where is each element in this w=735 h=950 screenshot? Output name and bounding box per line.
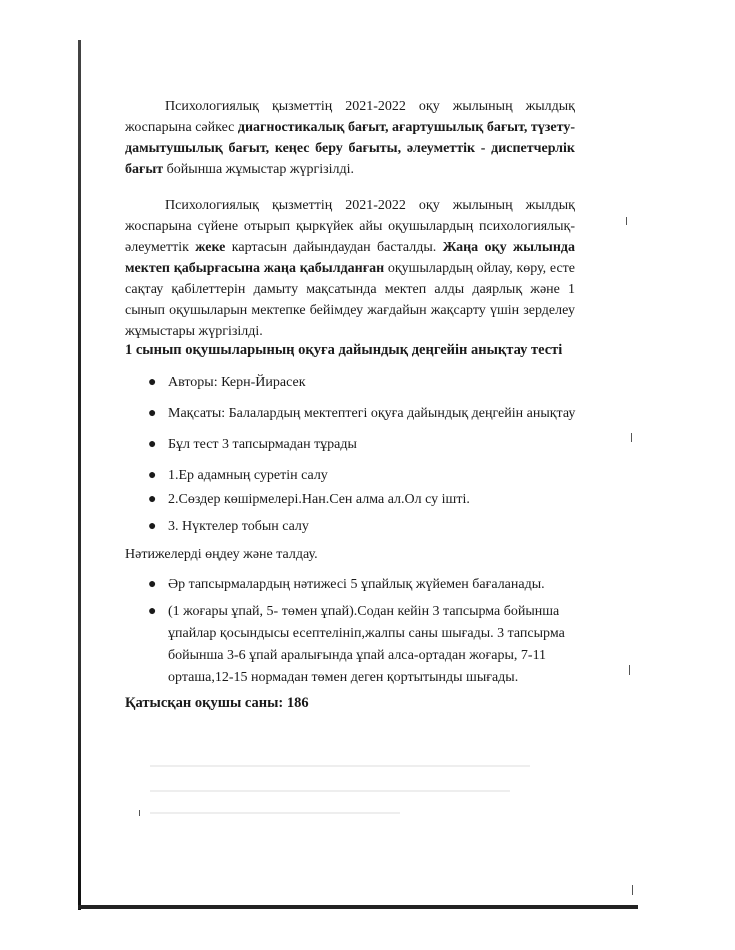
test-heading: 1 сынып оқушыларының оқуға дайындық деңгейін анықтау тесті [125, 342, 563, 358]
bullet-icon: ● [148, 375, 157, 390]
intro-paragraph-2 [125, 195, 575, 342]
bullet-icon: ● [148, 406, 157, 421]
scan-mark [631, 433, 632, 442]
list-item: ● Мақсаты: Балалардың мектептегі оқуға дайындық деңгейін анықтау [148, 403, 598, 424]
list-item: ● 1.Ер адамның суретін салу [148, 465, 598, 486]
bleed-through-line [150, 812, 400, 814]
bullet-icon: ● [148, 437, 157, 452]
list-item: ● (1 жоғары ұпай, 5- төмен ұпай).Содан кейін 3 тапсырма бойынша ұпайлар қосындысы есептелініп,жалпы саны шығады. 3 тапсырма бойынша 3-6 ұпай аралығында ұпай алса-ортадан жоғары, 7-11 орташа,12-15 нормадан төмен деген қортытынды шығады. [148, 601, 598, 689]
list-item: ● Авторы: Керн-Йирасек [148, 372, 598, 393]
scan-mark [632, 885, 633, 895]
participants-count: Қатысқан оқушы саны: 186 [125, 695, 309, 711]
list-item: ● Әр тапсырмалардың нәтижесі 5 ұпайлық жүйемен бағаланады. [148, 574, 598, 595]
scan-mark [629, 665, 630, 675]
list-item: ● Бұл тест 3 тапсырмадан тұрады [148, 434, 598, 455]
bullet-icon: ● [148, 492, 157, 507]
intro-paragraph-1 [125, 96, 575, 180]
bullet-icon: ● [148, 577, 157, 592]
scan-bottom-edge [78, 905, 638, 909]
bullet-icon: ● [148, 468, 157, 483]
scan-mark [139, 810, 140, 816]
bullet-icon: ● [148, 519, 157, 534]
intro2-text: Психологиялық қызметтің 2021-2022 оқу жылының жылдық жоспарына сүйене отырып қыркүйек айы оқушылардың психологиялық-әлеуметтік [125, 198, 575, 255]
intro1-bold-directions: диагностикалық бағыт, ағартушылық бағыт, түзету-дамытушылық бағыт, кеңес беру бағыты, әлеуметтік - диспетчерлік бағыт [125, 120, 576, 177]
scan-mark [626, 217, 627, 225]
intro1-text-end: бойынша жұмыстар жүргізілді. [163, 162, 355, 177]
results-label: Нәтижелерді өңдеу және талдау. [125, 547, 318, 562]
bullet-icon: ● [148, 604, 157, 619]
bleed-through-line [150, 790, 510, 792]
list-item: ● 2.Сөздер көшірмелері.Нан.Сен алма ал.Ол су ішті. [148, 489, 598, 510]
intro2-bold-zheke: жеке [195, 240, 226, 255]
scan-left-edge [78, 40, 81, 910]
intro2-bold-new-year: Жаңа оқу жылында мектеп қабырғасына жаңа қабылданған [125, 240, 575, 276]
intro1-text: Психологиялық қызметтің 2021-2022 оқу жылының жылдық жоспарына сәйкес [125, 99, 575, 135]
list-item: ● 3. Нүктелер тобын салу [148, 516, 598, 537]
bleed-through-line [150, 765, 530, 767]
intro2-text-end: оқушылардың ойлау, көру, есте сақтау қабілеттерін дамыту мақсатында мектеп алды даярлық және 1 сынып оқушыларын мектепке бейімдеу жағдайын жақсарту үшін зерделеу жұмыстары жүргізілді. [125, 261, 575, 339]
intro2-text-mid: картасын дайындаудан басталды. [225, 240, 443, 255]
